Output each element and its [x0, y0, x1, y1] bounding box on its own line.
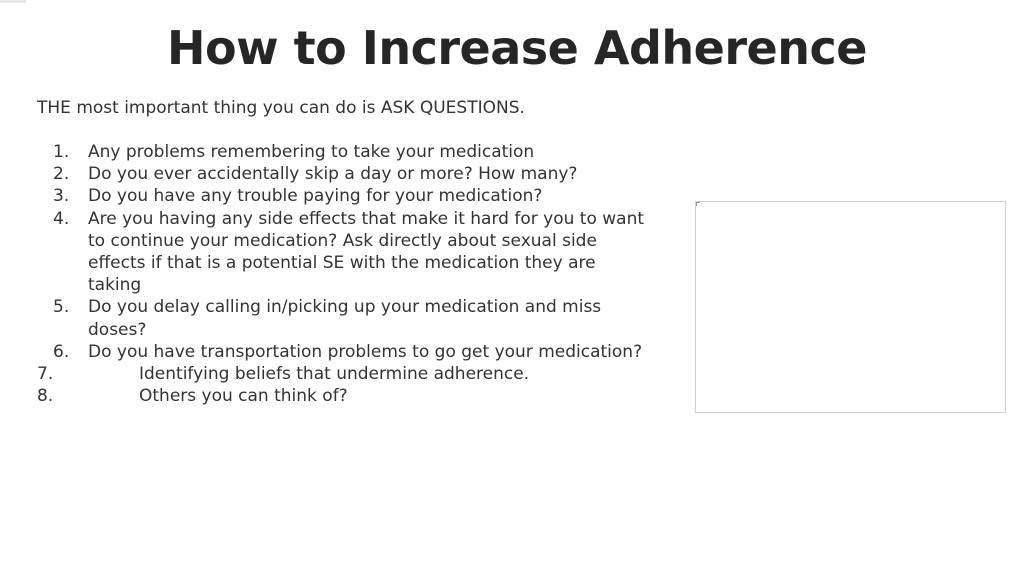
list-item-text: Do you have any trouble paying for your medication?	[88, 186, 543, 207]
list-item-text: Identifying beliefs that undermine adherence.	[139, 364, 530, 385]
placeholder-corner-icon	[696, 202, 700, 206]
list-item-number: 2.	[53, 164, 70, 185]
image-placeholder	[695, 201, 1006, 413]
top-left-marker	[0, 0, 26, 3]
list-item-number: 1.	[53, 142, 70, 162]
list-item-text: Do you delay calling in/picking up your medication and miss doses?	[88, 297, 602, 340]
slide-title: How to Increase Adherence	[167, 21, 867, 75]
list-item	[0, 341, 648, 363]
list-item-number: 7.	[37, 364, 54, 385]
list-item	[0, 185, 648, 207]
list-item	[0, 296, 648, 340]
list-item-text: Are you having any side effects that make it hard for you to want to continue your medication? Ask directly about sexual side effects if that is a potential SE with the medication they are taking	[88, 208, 645, 296]
list-item	[0, 163, 648, 185]
list-item	[0, 141, 648, 163]
list-item-text: Others you can think of?	[139, 386, 348, 407]
question-list	[0, 141, 680, 407]
list-item	[0, 363, 699, 385]
list-item	[0, 385, 699, 407]
list-item-text: Any problems remembering to take your medication	[88, 142, 535, 162]
list-item-number: 6.	[53, 341, 70, 362]
list-item-number: 3.	[53, 186, 70, 207]
list-item-number: 5.	[53, 297, 70, 318]
list-item-number: 8.	[37, 386, 54, 407]
list-item-text: Do you have transportation problems to go get your medication?	[88, 341, 643, 362]
intro-text: THE most important thing you can do is ASK QUESTIONS.	[37, 98, 525, 118]
list-item-number: 4.	[53, 208, 70, 229]
list-item-text: Do you ever accidentally skip a day or more? How many?	[88, 164, 578, 185]
list-item	[0, 208, 648, 297]
